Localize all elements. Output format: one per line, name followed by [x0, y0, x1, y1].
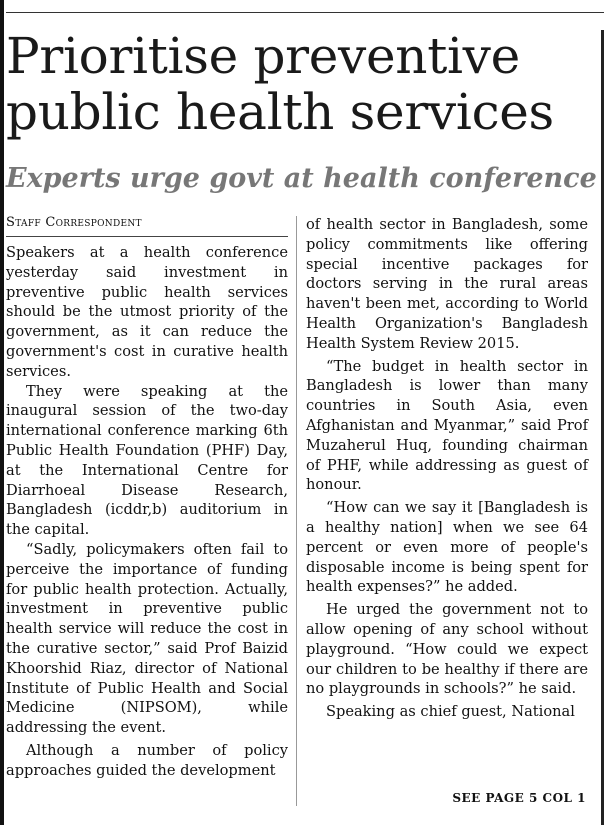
column-right [306, 215, 588, 722]
paragraph: “How can we say it [Bangladesh is a healthy nation] when we see 64 percent or even more of people's disposable income is being spent for health expenses?” he added. [306, 499, 588, 596]
paragraph: “Sadly, policymakers often fail to perceive the importance of funding for public health protection. Actually, investment in preventive public health service will reduce the cost in the curative sector,” said Prof Baizid Khoorshid Riaz, director of National Institute of Public Health and Social Medicine (NIPSOM), while addressing the event. [6, 540, 288, 737]
column-left [6, 214, 288, 781]
column-divider [296, 216, 297, 806]
paragraph: They were speaking at the inaugural session of the two-day international conference marking 6th Public Health Foundation (PHF) Day, at the International Centre for Diarrhoeal Disease Research, Bangladesh (icddr,b) auditorium in the capital. [6, 382, 288, 539]
paragraph: He urged the government not to allow opening of any school without playground. “How could we expect our children to be healthy if there are no playgrounds in schools?” he said. [306, 601, 588, 698]
paragraph: Speakers at a health conference yesterday said investment in preventive public health services should be the utmost priority of the government, as it can reduce the government's cost in curative health services. [6, 244, 288, 380]
paragraph: of health sector in Bangladesh, some policy commitments like offering special incentive packages for doctors serving in the rural areas haven't been met, according to World Health Organization's Bangladesh Health System Review 2015. [306, 216, 588, 352]
headline: Prioritise preventive public health services [6, 27, 554, 141]
jump-line: SEE PAGE 5 COL 1 [452, 791, 586, 805]
paragraph: Although a number of policy approaches guided the development [6, 741, 288, 779]
subhead: Experts urge govt at health conference [6, 163, 597, 194]
paragraph: “The budget in health sector in Bangladesh is lower than many countries in South Asia, even Afghanistan and Myanmar,” said Prof Muzaherul Huq, founding chairman of PHF, while addressing as guest of honour. [306, 357, 588, 494]
paragraph: Speaking as chief guest, National [326, 703, 575, 721]
top-rule [6, 12, 604, 13]
byline: Staff Correspondent [6, 214, 288, 237]
page-edge-left [0, 0, 4, 825]
